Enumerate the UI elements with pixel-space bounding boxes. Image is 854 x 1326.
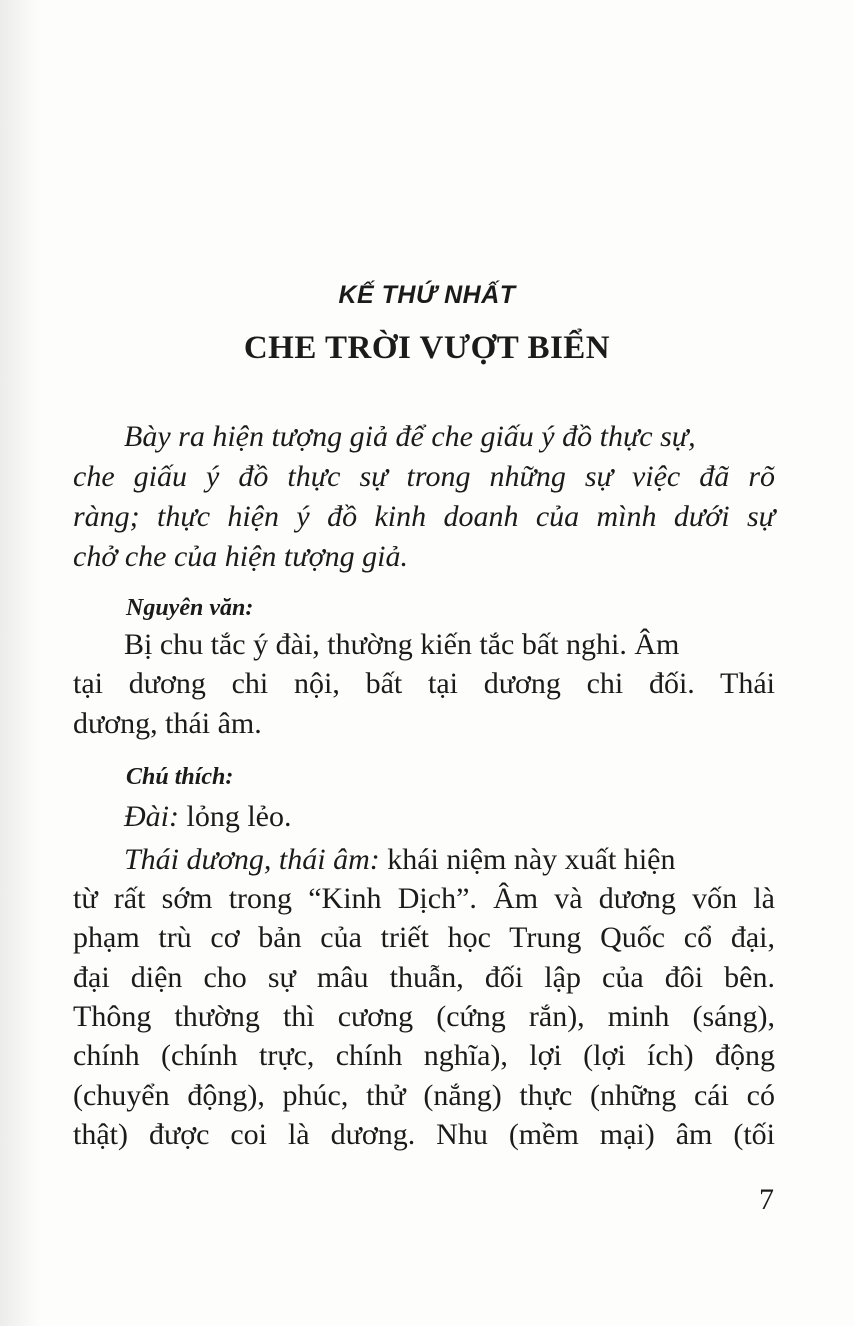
note-line-4: đại diện cho sự mâu thuẫn, đối lập của đôi bên. xyxy=(73,961,775,994)
note-line-7: (chuyển động), phúc, thử (nắng) thực (những cái có xyxy=(73,1079,775,1112)
note-line-3: phạm trù cơ bản của triết học Trung Quốc cổ đại, xyxy=(73,921,775,954)
original-line-1: Bị chu tắc ý đài, thường kiến tắc bất nghi. Âm xyxy=(124,628,680,661)
note-dai-term: Đài: xyxy=(124,800,179,833)
chapter-label: KẾ THỨ NHẤT xyxy=(338,281,516,309)
note-thai-duong-term: Thái dương, thái âm: xyxy=(124,843,380,876)
note-dai-definition: lỏng lẻo. xyxy=(179,800,292,833)
original-heading: Nguyên văn: xyxy=(126,595,254,621)
summary-line-2: che giấu ý đồ thực sự trong những sự việc đã rõ xyxy=(73,460,775,493)
page-gutter-shadow xyxy=(0,0,40,1326)
notes-heading: Chú thích: xyxy=(126,764,234,790)
note-thai-duong-line-1 xyxy=(124,840,775,880)
note-line-8: thật) được coi là dương. Nhu (mềm mại) âm (tối xyxy=(73,1118,775,1151)
note-line-6: chính (chính trực, chính nghĩa), lợi (lợi ích) động xyxy=(73,1039,775,1072)
summary-line-1: Bày ra hiện tượng giả để che giấu ý đồ thực sự, xyxy=(124,420,696,453)
chapter-title: CHE TRỜI VƯỢT BIỂN xyxy=(243,330,611,366)
note-dai xyxy=(124,797,775,837)
page-number: 7 xyxy=(759,1183,774,1216)
note-thai-duong-definition: khái niệm này xuất hiện xyxy=(379,843,676,876)
summary-line-4: chở che của hiện tượng giả. xyxy=(73,540,408,573)
original-line-3: dương, thái âm. xyxy=(73,707,262,740)
original-line-2: tại dương chi nội, bất tại dương chi đối. Thái xyxy=(73,667,775,700)
note-line-2: từ rất sớm trong “Kinh Dịch”. Âm và dương vốn là xyxy=(73,882,775,915)
summary-line-3: ràng; thực hiện ý đồ kinh doanh của mình dưới sự xyxy=(73,500,775,533)
note-line-5: Thông thường thì cương (cứng rắn), minh (sáng), xyxy=(73,1000,775,1033)
